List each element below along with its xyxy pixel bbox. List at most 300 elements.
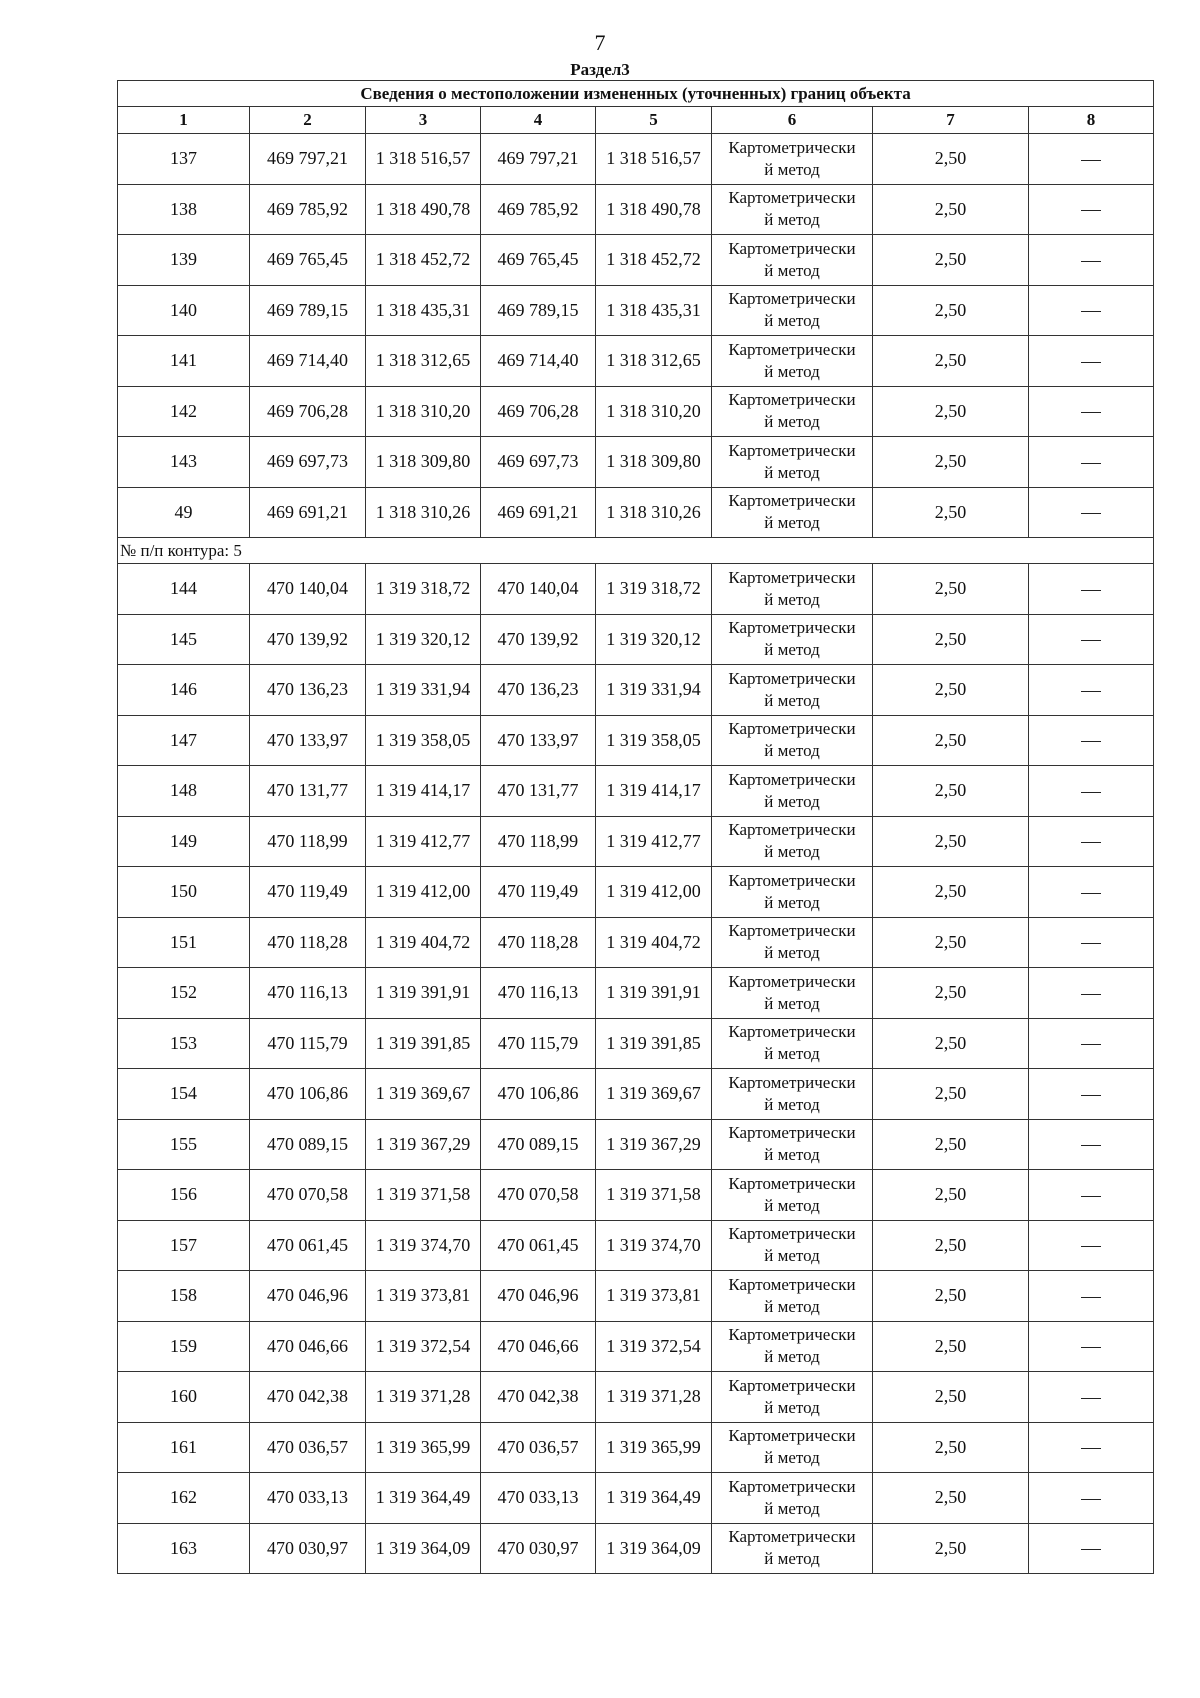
method-cell <box>712 1220 873 1271</box>
column-number: 6 <box>712 107 873 134</box>
table-row <box>118 1372 1154 1423</box>
y-new-cell: 1 319 374,70 <box>596 1220 712 1271</box>
method-line: Картометрически <box>728 188 856 208</box>
method-cell <box>712 766 873 817</box>
y-new-cell: 1 319 331,94 <box>596 665 712 716</box>
x-existing-cell: 470 036,57 <box>250 1422 366 1473</box>
x-new-cell: 470 046,66 <box>481 1321 596 1372</box>
y-existing-cell: 1 319 374,70 <box>366 1220 481 1271</box>
table-row <box>118 1170 1154 1221</box>
dash-icon <box>1081 1448 1101 1449</box>
description-cell <box>1029 1473 1154 1524</box>
description-cell <box>1029 487 1154 538</box>
method-cell <box>712 1422 873 1473</box>
point-number-cell: 154 <box>118 1069 250 1120</box>
description-cell <box>1029 1119 1154 1170</box>
description-cell <box>1029 917 1154 968</box>
dash-icon <box>1081 1499 1101 1500</box>
method-line: Картометрически <box>728 1375 856 1395</box>
precision-cell: 2,50 <box>873 715 1029 766</box>
method-line: й метод <box>764 462 820 482</box>
method-cell <box>712 816 873 867</box>
table-row <box>118 184 1154 235</box>
x-new-cell: 470 106,86 <box>481 1069 596 1120</box>
description-cell <box>1029 867 1154 918</box>
y-new-cell: 1 319 320,12 <box>596 614 712 665</box>
dash-icon <box>1081 943 1101 944</box>
method-line: Картометрически <box>728 1123 856 1143</box>
method-line: й метод <box>764 260 820 280</box>
table-row <box>118 1069 1154 1120</box>
y-existing-cell: 1 319 369,67 <box>366 1069 481 1120</box>
column-number-row <box>118 107 1154 134</box>
x-existing-cell: 469 697,73 <box>250 437 366 488</box>
description-cell <box>1029 1321 1154 1372</box>
method-line: Картометрически <box>728 971 856 991</box>
x-existing-cell: 470 042,38 <box>250 1372 366 1423</box>
point-number-cell: 148 <box>118 766 250 817</box>
x-new-cell: 470 133,97 <box>481 715 596 766</box>
x-existing-cell: 470 118,28 <box>250 917 366 968</box>
method-line: й метод <box>764 690 820 710</box>
method-cell <box>712 1523 873 1574</box>
dash-icon <box>1081 1398 1101 1399</box>
y-existing-cell: 1 319 371,28 <box>366 1372 481 1423</box>
method-line: Картометрически <box>728 567 856 587</box>
precision-cell: 2,50 <box>873 336 1029 387</box>
method-cell <box>712 184 873 235</box>
method-cell <box>712 1372 873 1423</box>
dash-icon <box>1081 311 1101 312</box>
point-number-cell: 162 <box>118 1473 250 1524</box>
y-new-cell: 1 319 373,81 <box>596 1271 712 1322</box>
description-cell <box>1029 816 1154 867</box>
method-line: Картометрически <box>728 1022 856 1042</box>
method-line: Картометрически <box>728 719 856 739</box>
y-new-cell: 1 319 367,29 <box>596 1119 712 1170</box>
dash-icon <box>1081 590 1101 591</box>
y-existing-cell: 1 318 310,26 <box>366 487 481 538</box>
method-cell <box>712 235 873 286</box>
method-cell <box>712 285 873 336</box>
precision-cell: 2,50 <box>873 134 1029 185</box>
method-line: й метод <box>764 513 820 533</box>
description-cell <box>1029 1220 1154 1271</box>
table-body <box>118 134 1154 1574</box>
description-cell <box>1029 235 1154 286</box>
y-new-cell: 1 318 309,80 <box>596 437 712 488</box>
method-line: й метод <box>764 1448 820 1468</box>
y-existing-cell: 1 319 371,58 <box>366 1170 481 1221</box>
table-row <box>118 1119 1154 1170</box>
method-cell <box>712 1271 873 1322</box>
y-existing-cell: 1 318 309,80 <box>366 437 481 488</box>
table-row <box>118 867 1154 918</box>
method-cell <box>712 564 873 615</box>
point-number-cell: 163 <box>118 1523 250 1574</box>
x-existing-cell: 469 797,21 <box>250 134 366 185</box>
point-number-cell: 159 <box>118 1321 250 1372</box>
x-existing-cell: 470 131,77 <box>250 766 366 817</box>
table-row <box>118 437 1154 488</box>
precision-cell: 2,50 <box>873 1018 1029 1069</box>
method-line: Картометрически <box>728 618 856 638</box>
y-new-cell: 1 318 452,72 <box>596 235 712 286</box>
method-cell <box>712 1473 873 1524</box>
x-existing-cell: 469 691,21 <box>250 487 366 538</box>
column-number: 3 <box>366 107 481 134</box>
description-cell <box>1029 285 1154 336</box>
description-cell <box>1029 1372 1154 1423</box>
point-number-cell: 152 <box>118 968 250 1019</box>
method-cell <box>712 437 873 488</box>
point-number-cell: 150 <box>118 867 250 918</box>
dash-icon <box>1081 513 1101 514</box>
table-row <box>118 917 1154 968</box>
y-existing-cell: 1 319 391,91 <box>366 968 481 1019</box>
x-existing-cell: 470 046,96 <box>250 1271 366 1322</box>
y-existing-cell: 1 319 391,85 <box>366 1018 481 1069</box>
method-line: й метод <box>764 159 820 179</box>
contour-label: № п/п контура: 5 <box>118 538 1154 564</box>
x-new-cell: 470 118,28 <box>481 917 596 968</box>
dash-icon <box>1081 842 1101 843</box>
description-cell <box>1029 665 1154 716</box>
y-new-cell: 1 319 391,85 <box>596 1018 712 1069</box>
method-line: Картометрически <box>728 870 856 890</box>
y-new-cell: 1 319 371,58 <box>596 1170 712 1221</box>
x-existing-cell: 469 765,45 <box>250 235 366 286</box>
x-existing-cell: 470 046,66 <box>250 1321 366 1372</box>
precision-cell: 2,50 <box>873 1220 1029 1271</box>
point-number-cell: 143 <box>118 437 250 488</box>
y-new-cell: 1 318 435,31 <box>596 285 712 336</box>
x-existing-cell: 470 136,23 <box>250 665 366 716</box>
column-number: 1 <box>118 107 250 134</box>
x-existing-cell: 470 133,97 <box>250 715 366 766</box>
method-line: й метод <box>764 311 820 331</box>
x-new-cell: 470 118,99 <box>481 816 596 867</box>
x-new-cell: 470 061,45 <box>481 1220 596 1271</box>
table-row <box>118 1473 1154 1524</box>
y-existing-cell: 1 319 412,00 <box>366 867 481 918</box>
y-existing-cell: 1 319 364,49 <box>366 1473 481 1524</box>
method-cell <box>712 968 873 1019</box>
y-existing-cell: 1 319 414,17 <box>366 766 481 817</box>
point-number-cell: 160 <box>118 1372 250 1423</box>
table-caption: Сведения о местоположении измененных (уточненных) границ объекта <box>118 81 1154 107</box>
dash-icon <box>1081 412 1101 413</box>
table-row <box>118 1220 1154 1271</box>
y-new-cell: 1 319 358,05 <box>596 715 712 766</box>
y-new-cell: 1 319 371,28 <box>596 1372 712 1423</box>
x-new-cell: 469 797,21 <box>481 134 596 185</box>
y-existing-cell: 1 318 312,65 <box>366 336 481 387</box>
method-cell <box>712 917 873 968</box>
y-new-cell: 1 319 318,72 <box>596 564 712 615</box>
precision-cell: 2,50 <box>873 665 1029 716</box>
x-new-cell: 469 697,73 <box>481 437 596 488</box>
description-cell <box>1029 1422 1154 1473</box>
method-line: Картометрически <box>728 1476 856 1496</box>
point-number-cell: 144 <box>118 564 250 615</box>
method-line: Картометрически <box>728 491 856 511</box>
x-new-cell: 469 789,15 <box>481 285 596 336</box>
method-line: Картометрически <box>728 1527 856 1547</box>
x-new-cell: 470 070,58 <box>481 1170 596 1221</box>
x-existing-cell: 469 789,15 <box>250 285 366 336</box>
x-existing-cell: 470 106,86 <box>250 1069 366 1120</box>
point-number-cell: 147 <box>118 715 250 766</box>
precision-cell: 2,50 <box>873 867 1029 918</box>
description-cell <box>1029 1170 1154 1221</box>
page-number: 7 <box>594 30 606 55</box>
dash-icon <box>1081 994 1101 995</box>
x-new-cell: 470 115,79 <box>481 1018 596 1069</box>
precision-cell: 2,50 <box>873 1523 1029 1574</box>
dash-icon <box>1081 1044 1101 1045</box>
table-row <box>118 1321 1154 1372</box>
method-line: й метод <box>764 741 820 761</box>
description-cell <box>1029 614 1154 665</box>
description-cell <box>1029 184 1154 235</box>
method-line: Картометрически <box>728 1274 856 1294</box>
point-number-cell: 145 <box>118 614 250 665</box>
x-existing-cell: 470 030,97 <box>250 1523 366 1574</box>
method-cell <box>712 386 873 437</box>
x-existing-cell: 470 089,15 <box>250 1119 366 1170</box>
x-new-cell: 470 089,15 <box>481 1119 596 1170</box>
y-existing-cell: 1 318 435,31 <box>366 285 481 336</box>
precision-cell: 2,50 <box>873 285 1029 336</box>
x-existing-cell: 470 061,45 <box>250 1220 366 1271</box>
description-cell <box>1029 766 1154 817</box>
dash-icon <box>1081 741 1101 742</box>
method-line: й метод <box>764 1296 820 1316</box>
point-number-cell: 156 <box>118 1170 250 1221</box>
dash-icon <box>1081 1145 1101 1146</box>
method-line: Картометрически <box>728 238 856 258</box>
y-new-cell: 1 319 412,77 <box>596 816 712 867</box>
point-number-cell: 142 <box>118 386 250 437</box>
table-row <box>118 285 1154 336</box>
dash-icon <box>1081 691 1101 692</box>
table-row <box>118 1422 1154 1473</box>
precision-cell: 2,50 <box>873 184 1029 235</box>
precision-cell: 2,50 <box>873 614 1029 665</box>
description-cell <box>1029 1523 1154 1574</box>
x-existing-cell: 470 119,49 <box>250 867 366 918</box>
table-row <box>118 1523 1154 1574</box>
table-row <box>118 1271 1154 1322</box>
contour-separator-row <box>118 538 1154 564</box>
dash-icon <box>1081 792 1101 793</box>
method-cell <box>712 1321 873 1372</box>
method-cell <box>712 134 873 185</box>
x-existing-cell: 469 785,92 <box>250 184 366 235</box>
x-existing-cell: 469 714,40 <box>250 336 366 387</box>
x-new-cell: 470 046,96 <box>481 1271 596 1322</box>
section-title: Раздел3 <box>570 60 630 79</box>
dash-icon <box>1081 463 1101 464</box>
precision-cell: 2,50 <box>873 1119 1029 1170</box>
method-cell <box>712 665 873 716</box>
precision-cell: 2,50 <box>873 1422 1029 1473</box>
method-line: Картометрически <box>728 289 856 309</box>
y-new-cell: 1 319 365,99 <box>596 1422 712 1473</box>
description-cell <box>1029 715 1154 766</box>
x-existing-cell: 470 116,13 <box>250 968 366 1019</box>
table-row <box>118 968 1154 1019</box>
x-new-cell: 470 030,97 <box>481 1523 596 1574</box>
method-line: й метод <box>764 791 820 811</box>
method-line: Картометрически <box>728 339 856 359</box>
description-cell <box>1029 1271 1154 1322</box>
method-line: й метод <box>764 842 820 862</box>
dash-icon <box>1081 210 1101 211</box>
y-new-cell: 1 318 516,57 <box>596 134 712 185</box>
y-new-cell: 1 319 412,00 <box>596 867 712 918</box>
x-existing-cell: 470 070,58 <box>250 1170 366 1221</box>
column-number: 4 <box>481 107 596 134</box>
method-line: Картометрически <box>728 1072 856 1092</box>
y-existing-cell: 1 319 364,09 <box>366 1523 481 1574</box>
y-existing-cell: 1 318 452,72 <box>366 235 481 286</box>
y-existing-cell: 1 319 320,12 <box>366 614 481 665</box>
method-line: Картометрически <box>728 1224 856 1244</box>
table-row <box>118 766 1154 817</box>
dash-icon <box>1081 1549 1101 1550</box>
y-existing-cell: 1 319 404,72 <box>366 917 481 968</box>
method-line: Картометрически <box>728 390 856 410</box>
y-existing-cell: 1 319 367,29 <box>366 1119 481 1170</box>
point-number-cell: 146 <box>118 665 250 716</box>
y-new-cell: 1 318 310,20 <box>596 386 712 437</box>
method-cell <box>712 487 873 538</box>
x-new-cell: 470 140,04 <box>481 564 596 615</box>
x-new-cell: 470 033,13 <box>481 1473 596 1524</box>
point-number-cell: 49 <box>118 487 250 538</box>
method-cell <box>712 867 873 918</box>
y-existing-cell: 1 319 318,72 <box>366 564 481 615</box>
y-new-cell: 1 319 364,49 <box>596 1473 712 1524</box>
method-cell <box>712 336 873 387</box>
x-new-cell: 469 706,28 <box>481 386 596 437</box>
precision-cell: 2,50 <box>873 1473 1029 1524</box>
y-new-cell: 1 318 310,26 <box>596 487 712 538</box>
description-cell <box>1029 336 1154 387</box>
method-cell <box>712 715 873 766</box>
precision-cell: 2,50 <box>873 1321 1029 1372</box>
precision-cell: 2,50 <box>873 1069 1029 1120</box>
point-number-cell: 138 <box>118 184 250 235</box>
method-line: Картометрически <box>728 137 856 157</box>
column-number: 5 <box>596 107 712 134</box>
description-cell <box>1029 134 1154 185</box>
y-existing-cell: 1 318 310,20 <box>366 386 481 437</box>
method-line: й метод <box>764 1195 820 1215</box>
y-existing-cell: 1 319 365,99 <box>366 1422 481 1473</box>
precision-cell: 2,50 <box>873 386 1029 437</box>
precision-cell: 2,50 <box>873 1271 1029 1322</box>
table-row <box>118 564 1154 615</box>
description-cell <box>1029 386 1154 437</box>
dash-icon <box>1081 893 1101 894</box>
method-line: й метод <box>764 412 820 432</box>
table-row <box>118 487 1154 538</box>
column-number: 8 <box>1029 107 1154 134</box>
table-row <box>118 816 1154 867</box>
table-row <box>118 665 1154 716</box>
precision-cell: 2,50 <box>873 564 1029 615</box>
table-row <box>118 386 1154 437</box>
x-new-cell: 469 785,92 <box>481 184 596 235</box>
point-number-cell: 155 <box>118 1119 250 1170</box>
x-new-cell: 470 136,23 <box>481 665 596 716</box>
x-new-cell: 470 119,49 <box>481 867 596 918</box>
y-existing-cell: 1 318 516,57 <box>366 134 481 185</box>
x-new-cell: 470 042,38 <box>481 1372 596 1423</box>
method-cell <box>712 1170 873 1221</box>
method-line: й метод <box>764 993 820 1013</box>
table-row <box>118 134 1154 185</box>
y-new-cell: 1 319 404,72 <box>596 917 712 968</box>
precision-cell: 2,50 <box>873 437 1029 488</box>
description-cell <box>1029 564 1154 615</box>
dash-icon <box>1081 160 1101 161</box>
precision-cell: 2,50 <box>873 487 1029 538</box>
point-number-cell: 141 <box>118 336 250 387</box>
point-number-cell: 140 <box>118 285 250 336</box>
method-line: Картометрически <box>728 1173 856 1193</box>
table-row <box>118 1018 1154 1069</box>
method-cell <box>712 1018 873 1069</box>
method-line: Картометрически <box>728 820 856 840</box>
x-existing-cell: 470 140,04 <box>250 564 366 615</box>
method-line: Картометрически <box>728 1426 856 1446</box>
dash-icon <box>1081 1297 1101 1298</box>
description-cell <box>1029 968 1154 1019</box>
precision-cell: 2,50 <box>873 766 1029 817</box>
method-line: й метод <box>764 589 820 609</box>
method-line: й метод <box>764 892 820 912</box>
x-existing-cell: 470 033,13 <box>250 1473 366 1524</box>
x-new-cell: 469 714,40 <box>481 336 596 387</box>
method-line: Картометрически <box>728 1325 856 1345</box>
method-line: й метод <box>764 1094 820 1114</box>
method-line: й метод <box>764 210 820 230</box>
method-line: Картометрически <box>728 668 856 688</box>
dash-icon <box>1081 362 1101 363</box>
method-line: Картометрически <box>728 440 856 460</box>
point-number-cell: 137 <box>118 134 250 185</box>
x-existing-cell: 469 706,28 <box>250 386 366 437</box>
method-cell <box>712 1069 873 1120</box>
method-line: й метод <box>764 1397 820 1417</box>
dash-icon <box>1081 1347 1101 1348</box>
y-existing-cell: 1 319 373,81 <box>366 1271 481 1322</box>
point-number-cell: 149 <box>118 816 250 867</box>
method-cell <box>712 614 873 665</box>
x-existing-cell: 470 115,79 <box>250 1018 366 1069</box>
method-line: й метод <box>764 1145 820 1165</box>
y-new-cell: 1 319 414,17 <box>596 766 712 817</box>
table-row <box>118 715 1154 766</box>
method-line: й метод <box>764 1498 820 1518</box>
method-line: Картометрически <box>728 921 856 941</box>
method-line: й метод <box>764 361 820 381</box>
method-line: й метод <box>764 1044 820 1064</box>
